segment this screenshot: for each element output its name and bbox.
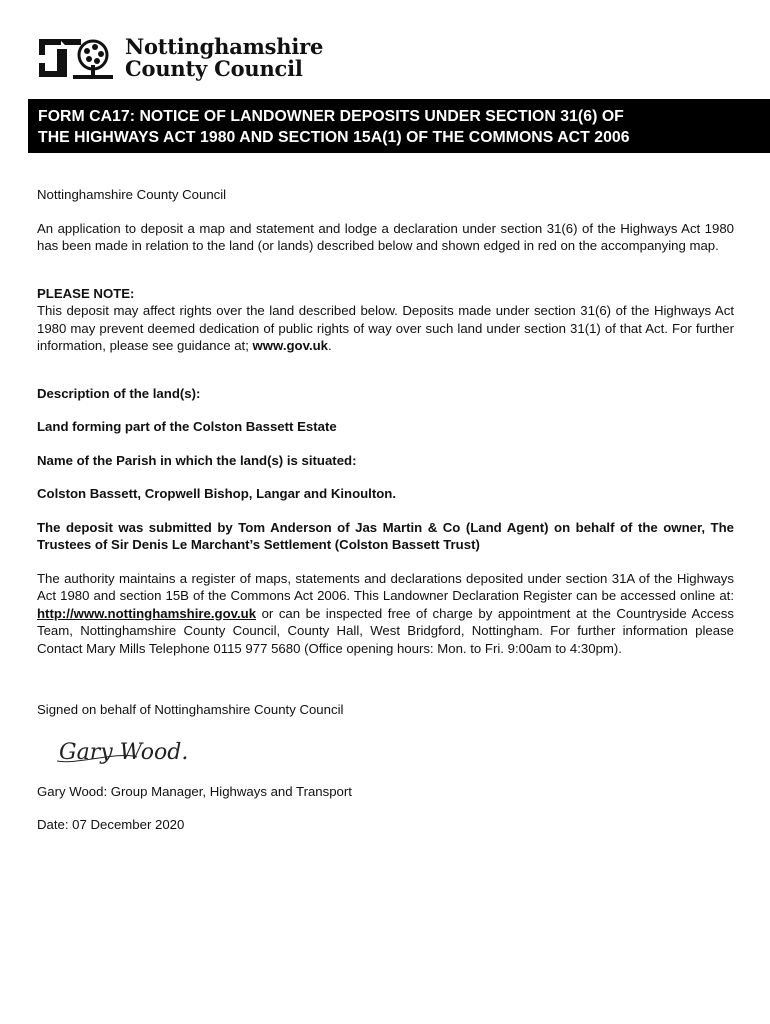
signatory: Gary Wood: Group Manager, Highways and Transport [37,783,352,799]
intro-paragraph: An application to deposit a map and statement and lodge a declaration under section 31(6) of the Highways Act 1980 has been made in relation to the land (or lands) described below and shown edged in red on the accompanying map. [37,220,734,253]
org-name-line1: Nottinghamshire [125,34,324,59]
note-paragraph [37,302,734,355]
register-text2: or can be inspected free of charge by appointment at the Countryside Access Team, Nottinghamshire County Council, County Hall, West Bridgford, Nottingham. For further information please Contact Mary Mills Telephone 0115 977 5680 (Office opening hours: Mon. to Fri. 9:00am to 4:30pm). [37,605,734,656]
register-paragraph [37,570,734,658]
notice-body [37,186,734,834]
note-end: . [328,338,332,353]
org-name-line2: County Council [125,56,303,81]
description-value: Land forming part of the Colston Bassett Estate [37,419,337,434]
form-title-line2: THE HIGHWAYS ACT 1980 AND SECTION 15A(1) OF THE COMMONS ACT 2006 [38,129,630,146]
register-text1: The authority maintains a register of maps, statements and declarations deposited under section 31A of the Highways Act 1980 and section 15B of the Commons Act 2006. This Landowner Declaration Register can be accessed online at: [37,570,734,603]
parish-value: Colston Bassett, Cropwell Bishop, Langar and Kinoulton. [37,486,397,501]
notice-date: Date: 07 December 2020 [37,817,185,832]
note-heading: PLEASE NOTE: [37,285,135,301]
submitted-by: The deposit was submitted by Tom Anderson of Jas Martin & Co (Land Agent) on behalf of the owner, The Trustees of Sir Denis Le Marchant’s Settlement (Colston Bassett Trust) [37,519,734,552]
description-heading: Description of the land(s): [37,385,201,401]
parish-heading: Name of the Parish in which the land(s) is situated: [37,452,357,468]
note-text: This deposit may affect rights over the land described below. Deposits made under section 31(6) of the Highways Act 1980 may prevent deemed dedication of public rights of way over such land under section 31(1) of that Act. For further information, please see guidance at; [37,303,734,353]
council-crest-icon [37,35,117,81]
council-logo [37,34,323,82]
signed-on-behalf: Signed on behalf of Nottinghamshire County Council [37,702,344,717]
signature [37,731,217,771]
council-name: Nottinghamshire County Council [37,187,227,202]
form-title-banner [28,99,770,153]
signature-text: Gary Wood. [59,739,189,765]
gov-link[interactable]: www.gov.uk [252,338,329,353]
nottinghamshire-link[interactable]: http://www.nottinghamshire.gov.uk [37,605,257,621]
form-title-line1: FORM CA17: NOTICE OF LANDOWNER DEPOSITS UNDER SECTION 31(6) OF [38,108,624,125]
